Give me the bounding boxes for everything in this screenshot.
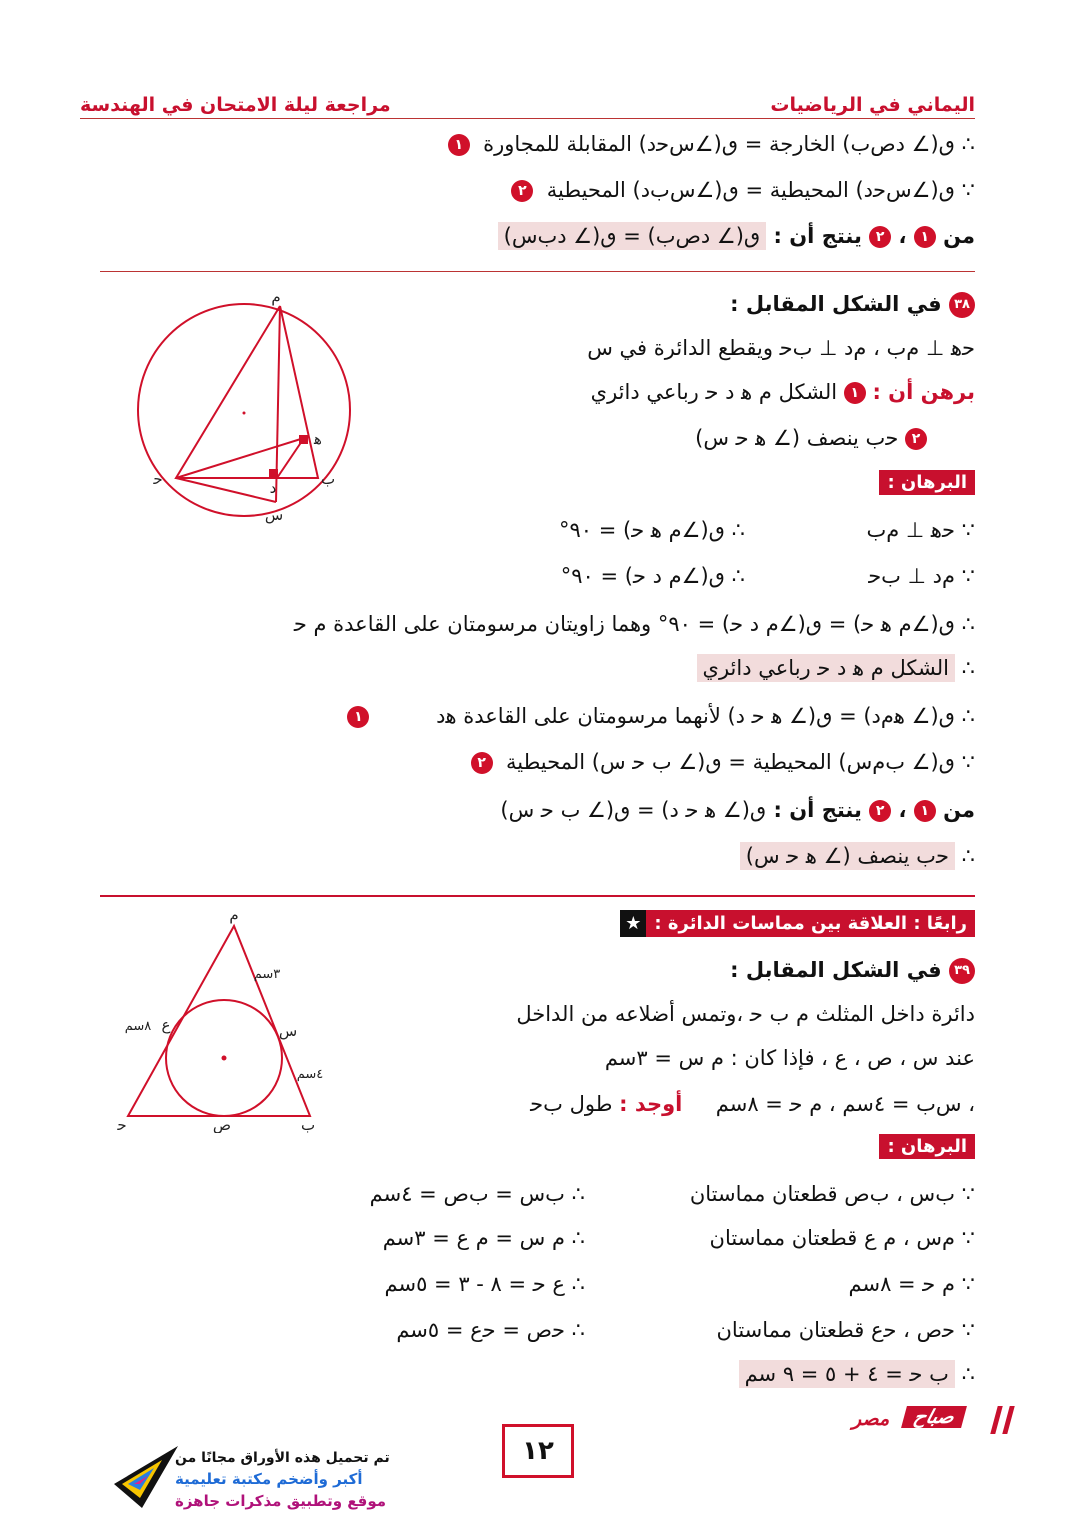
p39-triangle — [128, 926, 310, 1116]
section4-header: ★ رابعًا : العلاقة بين مماسات الدائرة : — [620, 910, 975, 937]
p38-r2a: ∵ ﻡﺩ ⊥ ﺏﺣ — [868, 564, 975, 588]
p38-label-b: ﺏ — [320, 470, 336, 488]
p39-center — [222, 1056, 227, 1061]
p38-label-m: ﻡ — [271, 288, 281, 306]
p38-figure — [120, 288, 380, 528]
p39-label-4: ٤سم — [296, 1067, 324, 1082]
divider-2 — [100, 895, 975, 897]
library-line-3: موقع وتطبيق مذكرات جاهزة — [175, 1492, 387, 1510]
p38-altitude-ch — [176, 438, 304, 478]
p38-r8: ∴ ﺣﺏ ينصف (∠ ﻫ ﺣ ﺱ) — [740, 844, 975, 868]
p39-label-m: ﻡ — [229, 908, 239, 924]
library-line-2: أكبر وأضخم مكتبة تعليمية — [175, 1470, 363, 1488]
p38-line-cs — [176, 478, 276, 502]
p39-label-s: ﺱ — [278, 1022, 298, 1040]
p38-proof-label: البرهان : — [879, 470, 975, 495]
brand-word-1: صباح — [901, 1406, 967, 1428]
p38-label-s: ﺱ — [264, 506, 284, 524]
p39-row-2-left: ∴ ﻡ ﺱ = ﻡ ﻉ = ٣سم — [382, 1226, 585, 1250]
top-line-1: ∴ ٯ(∠ ﺩﺹﺏ) الخارجة = ٯ(∠ﺱﺣﺩ) المقابلة للمجاورة ١ — [448, 132, 975, 156]
p38-triangle — [176, 306, 318, 478]
p39-row-4-left: ∴ ﺣﺹ = ﺣﻉ = ٥سم — [396, 1318, 585, 1342]
p38-prove-2: ٢ ﺣﺏ ينصف (∠ ﻫ ﺣ ﺱ) — [695, 426, 927, 450]
p39-given-2: عند ﺱ ، ﺹ ، ﻉ ، فإذا كان : ﻡ ﺱ = ٣سم — [604, 1046, 975, 1070]
star-icon: ★ — [620, 910, 646, 937]
divider-1 — [100, 271, 975, 272]
p39-label-ain: ﻉ — [161, 1016, 171, 1034]
p39-label-3: ٣سم — [253, 967, 281, 982]
top-line-3: من ١ ، ٢ ينتج أن : ٯ(∠ ﺩﺹﺏ) = ٯ(∠ ﺩﺏﺱ) — [498, 224, 975, 248]
brand-logo — [852, 1406, 1022, 1436]
p38-r7: من ١ ، ٢ ينتج أن : ٯ(∠ ﻫ ﺣ ﺩ) = ٯ(∠ ﺏ ﺣ ﺱ) — [500, 798, 975, 822]
header-title: مراجعة ليلة الامتحان في الهندسة — [80, 94, 391, 116]
p38-r2b: ∴ ٯ(∠ﻡ ﺩ ﺣ) = ٩٠° — [560, 564, 745, 588]
brand-stripe-2 — [1002, 1406, 1015, 1434]
p39-label-sad: ﺹ — [212, 1116, 232, 1133]
p38-r3: ∴ ٯ(∠ﻡ ﻫ ﺣ) = ٯ(∠ﻡ ﺩ ﺣ) = ٩٠° وهما زاويتان مرسومتان على القاعدة ﻡ ﺣ — [293, 612, 975, 636]
p39-proof-label: البرهان : — [879, 1134, 975, 1159]
p39-title: ٣٩ في الشكل المقابل : — [730, 958, 975, 984]
p39-row-4-right: ∵ ﺣﺹ ، ﺣﻉ قطعتان مماستان — [716, 1318, 975, 1342]
p39-figure — [110, 908, 350, 1133]
p38-r4: ∴ الشكل ﻡ ﻫ ﺩ ﺣ رباعي دائري — [697, 656, 975, 680]
p39-label-c: ﺣ — [117, 1116, 127, 1133]
header-subject: اليماني في الرياضيات — [770, 94, 975, 116]
p39-row-2-right: ∵ ﻡﺱ ، ﻡ ﻉ قطعتان مماستان — [709, 1226, 975, 1250]
p38-label-h: ﻫ — [314, 430, 322, 448]
p39-row-3-left: ∴ ﻉ ﺣ = ٨ - ٣ = ٥سم — [384, 1272, 585, 1296]
p39-label-b: ﺏ — [300, 1116, 316, 1133]
p39-given-3: ، ﺱﺏ = ٤سم ، ﻡ ﺣ = ٨سم أوجد : طول ﺏﺣ — [530, 1092, 975, 1116]
p38-center — [243, 412, 246, 415]
header-rule — [80, 118, 975, 119]
p39-final: ∴ ﺏ ﺣ = ٤ + ٥ = ٩ سم — [739, 1362, 975, 1386]
p38-given: ﺣﻫ ⊥ ﻡﺏ ، ﻡﺩ ⊥ ﺏﺣ ويقطع الدائرة في ﺱ — [587, 336, 975, 360]
p38-r6: ∵ ٯ(∠ ﺏﻡﺱ) المحيطية = ٯ(∠ ﺏ ﺣ ﺱ) المحيطية ٢ — [471, 750, 975, 774]
p38-circle — [138, 304, 350, 516]
library-logo-icon — [112, 1444, 182, 1512]
p38-label-c: ﺣ — [153, 470, 163, 488]
top-line-2: ∵ ٯ(∠ﺱﺣﺩ) المحيطية = ٯ(∠ﺱﺏﺩ) المحيطية ٢ — [511, 178, 975, 202]
p39-label-8: ٨سم — [124, 1019, 152, 1034]
p39-row-1-left: ∴ ﺏﺱ = ﺏﺹ = ٤سم — [369, 1182, 585, 1206]
p38-prove: برهن أن : ١ الشكل ﻡ ﻫ ﺩ ﺣ رباعي دائري — [590, 380, 975, 404]
brand-stripe-1 — [990, 1406, 1003, 1434]
p38-right-angle-h — [299, 435, 308, 444]
p38-right-angle-d — [269, 469, 278, 478]
p38-r5: ∴ ٯ(∠ ﻫﻡﺩ) = ٯ(∠ ﻫ ﺣ ﺩ) لأنهما مرسومتان على القاعدة ﻫﺩ ١ — [347, 704, 975, 728]
brand-word-2: مصر — [852, 1408, 890, 1430]
p38-r1b: ∴ ٯ(∠ﻡ ﻫ ﺣ) = ٩٠° — [559, 518, 745, 542]
p38-r1a: ∵ ﺣﻫ ⊥ ﻡﺏ — [866, 518, 975, 542]
p38-title: ٣٨ في الشكل المقابل : — [730, 292, 975, 318]
p39-row-3-right: ∵ ﻡ ﺣ = ٨سم — [848, 1272, 975, 1296]
page-number: ١٢ — [502, 1424, 574, 1478]
p38-label-d: ﺩ — [269, 479, 277, 497]
library-line-1: تم تحميل هذه الأوراق مجانًا من — [175, 1450, 390, 1466]
p39-given-1: دائرة داخل المثلث ﻡ ﺏ ﺣ ،وتمس أضلاعه من الداخل — [516, 1002, 975, 1026]
p39-row-1-right: ∵ ﺏﺱ ، ﺏﺹ قطعتان مماستان — [689, 1182, 975, 1206]
